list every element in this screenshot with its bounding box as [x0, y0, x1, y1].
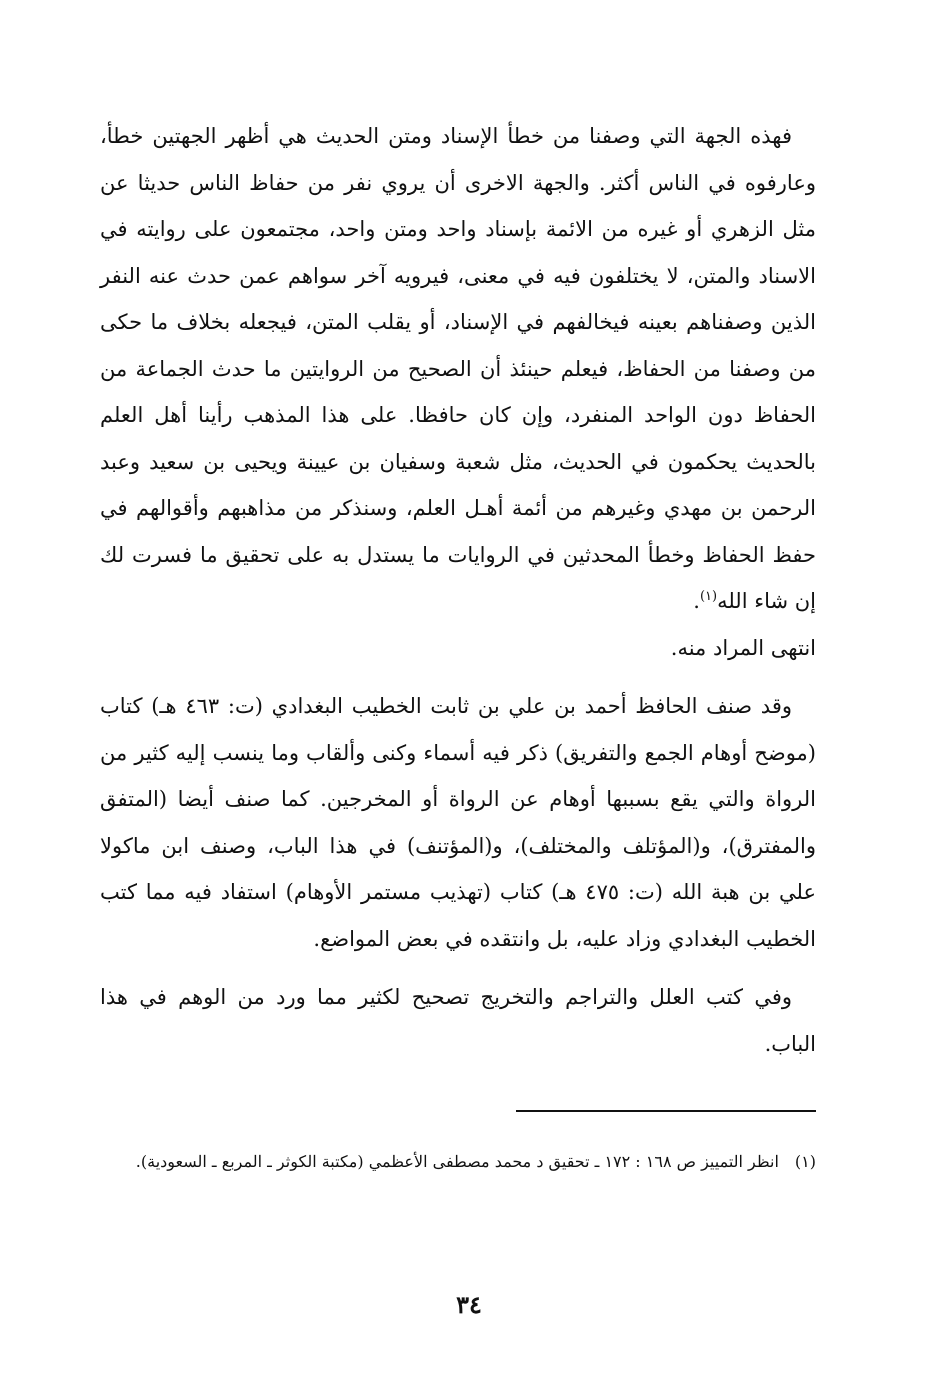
footnote-1 [100, 1145, 816, 1179]
footnote-reference: (١) [699, 589, 718, 604]
footnote-text: انظر التمييز ص ١٦٨ : ١٧٢ ـ تحقيق د محمد مصطفى الأعظمي (مكتبة الكوثر ـ المربع ـ السعودية). [135, 1152, 779, 1171]
paragraph-3: وفي كتب العلل والتراجم والتخريج تصحيح لكثير مما ورد من الوهم في هذا الباب. [100, 985, 816, 1056]
page-number: ٣٤ [456, 1290, 482, 1319]
paragraph-1-text: فهذه الجهة التي وصفنا من خطأ الإسناد ومتن الحديث هي أظهر الجهتين خطأ، وعارفوه في الناس أكثر. والجهة الاخرى أن يروي نفر من حفاظ الناس حديثا عن مثل الزهري أو غيره من الائمة بإسناد واحد ومتن واحد، مجتمعون على روايته في الاسناد والمتن، لا يختلفون فيه في معنى، فيرويه آخر سواهم عمن حدث عنه النفر الذين وصفناهم بعينه فيخالفهم في الإسناد، أو يقلب المتن، فيجعله بخلاف ما حكى من وصفنا من الحفاظ، فيعلم حينئذ أن الصحيح من الروايتين ما حدث الجماعة من الحفاظ دون الواحد المنفرد، وإن كان حافظا. على هذا المذهب رأينا أهل العلم بالحديث يحكمون في الحديث، مثل شعبة وسفيان بن عيينة ويحيى بن سعيد وعبد الرحمن بن مهدي وغيرهم من أئمة أهـل العلم، وسنذكر من مذاهبهم وأقوالهم في حفظ الحفاظ وخطأ المحدثين في الروايات ما يستدل به على تحقيق ما فسرت لك إن شاء الله [100, 124, 816, 613]
paragraph-1-end-punct: . [693, 589, 700, 613]
footnotes [100, 1145, 816, 1179]
footnote-divider [516, 1110, 816, 1112]
paragraph-2: وقد صنف الحافظ أحمد بن علي بن ثابت الخطيب البغدادي (ت: ٤٦٣ هـ) كتاب (موضح أوهام الجمع والتفريق) ذكر فيه أسماء وكنى وألقاب وما ينسب إليه كثير من الرواة والتي يقع بسببها أوهام عن الرواة أو المخرجين. كما صنف أيضا (المتفق والمفترق)، و(المؤتلف والمختلف)، و(المؤتنف) في هذا الباب، وصنف ابن ماكولا علي بن هبة الله (ت: ٤٧٥ هـ) كتاب (تهذيب مستمر الأوهام) استفاد فيه مما كتب الخطيب البغدادي وزاد عليه، بل وانتقده في بعض المواضع. [100, 694, 816, 951]
closing-line: انتهى المراد منه. [670, 635, 816, 660]
paragraph-1 [100, 113, 816, 671]
footnote-number: (١) [794, 1152, 816, 1171]
body-text [100, 113, 816, 1067]
